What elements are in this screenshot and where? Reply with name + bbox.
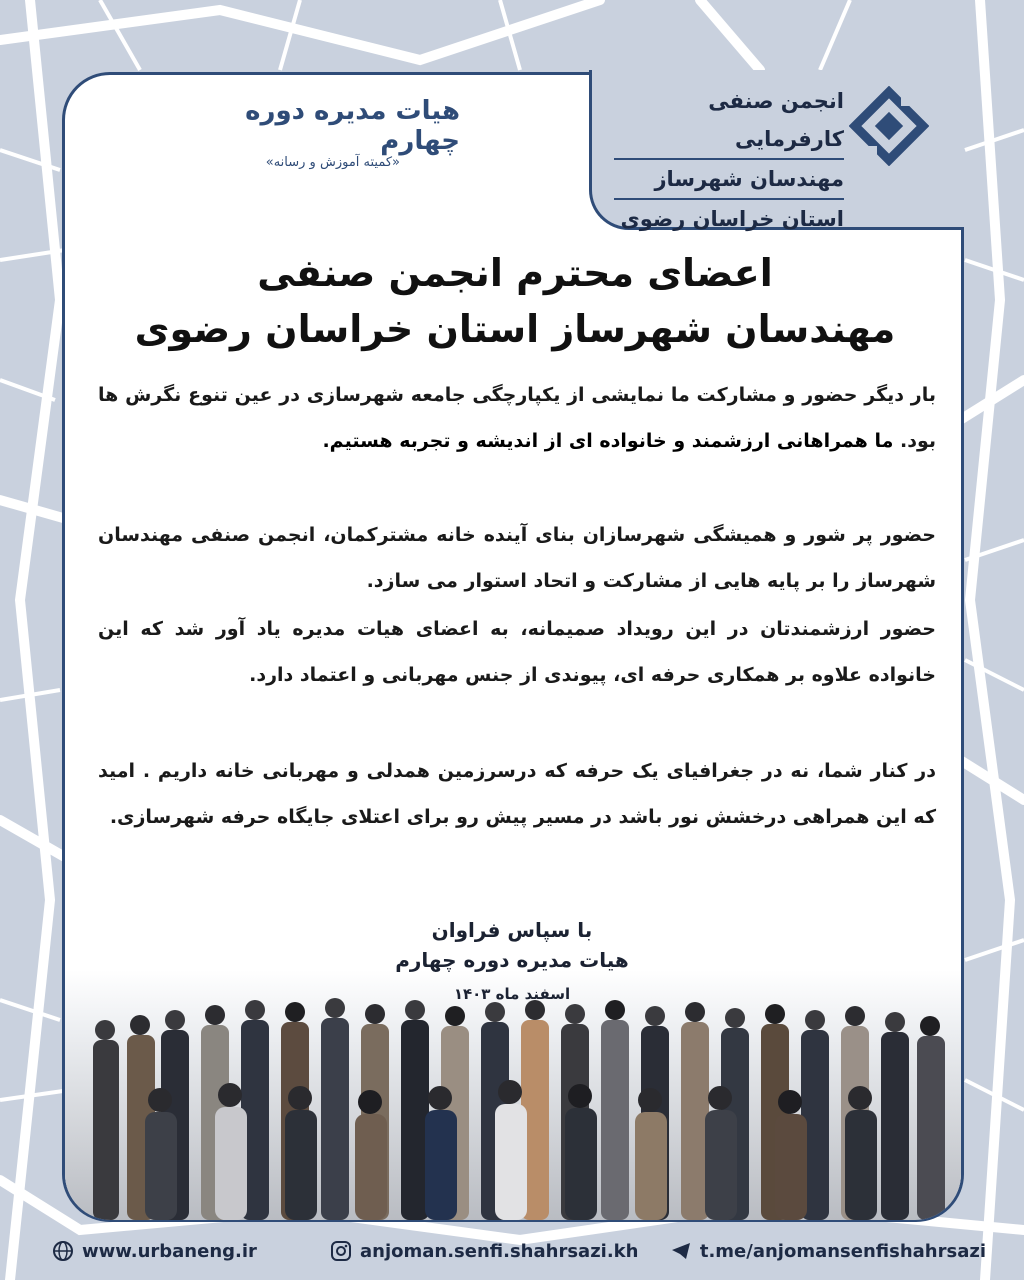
logo-line-3: استان خراسان رضوی	[620, 207, 844, 231]
headline	[90, 245, 940, 357]
headline-line-2: مهندسان شهرساز استان خراسان رضوی	[134, 307, 896, 351]
paragraph-4: در کنار شما، نه در جغرافیای یک حرفه که درسرزمین همدلی و مهربانی خانه داریم . امید که این همراهی درخشش نور باشد در مسیر پیش رو برای اعتلای جایگاه حرفه شهرسازی.	[98, 760, 936, 828]
instagram-icon	[330, 1240, 352, 1262]
signature-date: اسفند ماه ۱۴۰۳	[453, 985, 571, 1003]
paragraph-3: حضور ارزشمندتان در این رویداد صمیمانه، به اعضای هیات مدیره یاد آور شد که این خانواده علاوه بر همکاری حرفه ای، پیوندی از جنس مهربانی و اعتماد دارد.	[98, 618, 936, 686]
headline-line-1: اعضای محترم انجمن صنفی	[257, 251, 773, 295]
group-photo	[65, 970, 961, 1220]
board-subtitle: «کمیته آموزش و رسانه»	[265, 155, 400, 170]
paragraph-2: حضور پر شور و همیشگی شهرسازان بنای آینده خانه مشترکمان، انجمن صنفی مهندسان شهرساز را بر پایه هایی از مشارکت و اتحاد استوار می سازد.	[98, 524, 936, 592]
telegram-link[interactable]	[670, 1240, 986, 1262]
paragraph-1	[98, 372, 936, 464]
instagram-text: anjoman.senfi.shahrsazi.kh	[360, 1240, 639, 1262]
website-link[interactable]	[52, 1240, 257, 1262]
footer	[0, 1228, 1024, 1280]
telegram-icon	[670, 1240, 692, 1262]
organization-logo-icon	[849, 86, 929, 166]
board-title: هیات مدیره دوره چهارم	[245, 96, 460, 156]
paragraph-1-emphasis: ما همراهانی ارزشمند و خانواده ای از اندیشه و تجربه هستیم.	[322, 430, 894, 452]
signature-thanks: با سپاس فراوان	[431, 918, 593, 942]
signature-board: هیات مدیره دوره چهارم	[395, 948, 629, 972]
organization-logo-text	[614, 82, 844, 238]
paragraph-1-text: بار دیگر حضور و مشارکت ما نمایشی از یکپارچگی جامعه شهرسازی در عین تنوع نگرش ها بود.	[98, 384, 936, 452]
instagram-link[interactable]	[330, 1240, 638, 1262]
website-text: www.urbaneng.ir	[82, 1240, 257, 1262]
logo-line-2: مهندسان شهرساز	[614, 160, 844, 200]
telegram-text: t.me/anjomansenfishahrsazi	[699, 1240, 986, 1262]
logo-line-1: انجمن صنفی کارفرمایی	[614, 82, 844, 160]
globe-icon	[52, 1240, 74, 1262]
